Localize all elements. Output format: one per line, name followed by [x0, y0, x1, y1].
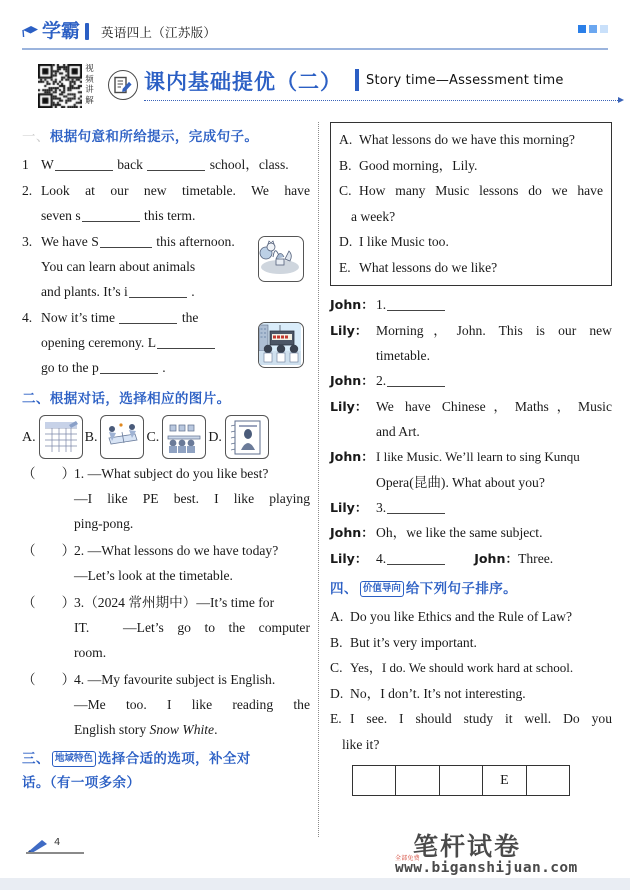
speaker-john-1: John：: [330, 297, 374, 312]
watermark: [395, 833, 630, 876]
picture-choices: [22, 415, 310, 459]
title-divider: [355, 69, 359, 91]
mc-item-2-body: [74, 538, 310, 588]
mc-item-3-answer-box[interactable]: （ ）: [22, 595, 76, 610]
mc-4-line-3: [74, 717, 310, 742]
option-b-text: Good morning，Lily.: [359, 157, 478, 173]
dialogue-line-2: [330, 318, 612, 344]
section3-option-b: [339, 153, 603, 179]
mc-item-4-answer-box[interactable]: （ ）: [22, 672, 76, 687]
section2-heading-text: 根据对话，选择相应的图片。: [49, 391, 231, 407]
q1-blank-1[interactable]: [55, 156, 113, 171]
choice-c[interactable]: [146, 415, 206, 459]
section3-options-box: [330, 122, 612, 286]
mc-item-2-answer-box[interactable]: （ ）: [22, 543, 76, 558]
q1-mid: back: [117, 157, 143, 172]
watermark-url: www.biganshijuan.com: [395, 860, 578, 876]
choice-a-letter: A.: [22, 429, 36, 445]
q2-post: this term.: [144, 208, 196, 223]
dialogue-8-tail-text: Three.: [518, 550, 554, 566]
section1-heading-text: 根据句意和所给提示，完成句子。: [49, 129, 259, 145]
answer-order-grid: [352, 765, 570, 796]
section3-option-e: [339, 255, 603, 281]
option-c-text-cont: a week?: [351, 208, 396, 224]
mc-2-text-1: —What lessons do we have today?: [87, 543, 279, 558]
speaker-lily-3: Lily：: [330, 499, 368, 515]
q3-post: this afternoon.: [156, 234, 235, 249]
section3-option-c-cont: [339, 204, 603, 230]
dialogue-6-blank[interactable]: [387, 499, 445, 514]
q3-blank-2[interactable]: [129, 283, 187, 298]
option-a-letter: A.: [339, 132, 353, 147]
speaker-name: John: [330, 373, 362, 388]
mc-4-line-1: [74, 667, 310, 692]
dialogue-line-8: [330, 546, 612, 572]
mc-item-3-body: [74, 590, 310, 665]
brand-logo: [22, 22, 216, 41]
mc-2-line-2: —Let’s look at the timetable.: [74, 568, 233, 583]
mc-3-text-1: —It’s time for: [196, 595, 275, 610]
exercise-title: [108, 66, 608, 108]
q3-blank-1[interactable]: [100, 233, 152, 248]
section3-tag: 地域特色: [52, 751, 96, 767]
dialogue-2-text: Morning，John. This is our new: [376, 322, 612, 338]
left-column: [22, 122, 310, 798]
q2-blank[interactable]: [82, 207, 140, 222]
q1-pre: W: [41, 157, 54, 172]
decoration-square-1: [578, 25, 586, 33]
s4-option-c-letter: C.: [330, 660, 343, 675]
q4-pre-2: opening ceremony. L: [41, 335, 157, 350]
speaker-lily-2: Lily：: [330, 398, 368, 414]
section3-option-c: [339, 178, 603, 204]
qr-label: 视频讲解: [85, 64, 94, 106]
speaker-name: Lily: [330, 398, 355, 414]
mc-item-1-body: [74, 461, 310, 536]
section2-marker: 二、: [22, 391, 50, 407]
mc-3-line-3: room.: [74, 645, 107, 660]
s4-option-b-letter: B.: [330, 634, 343, 650]
dialogue-line-7: [330, 520, 612, 546]
mc-1-line-3: ping-pong.: [74, 516, 134, 531]
speaker-john-4: John：: [330, 525, 374, 540]
masthead: [0, 22, 630, 56]
speaker-lily-1: Lily：: [330, 322, 368, 338]
section4-heading: [330, 576, 612, 602]
mc-2-number: 2.: [74, 543, 85, 558]
notebook-pencil-icon: [108, 70, 138, 100]
s4-option-a-text: Do you like Ethics and the Rule of Law?: [350, 609, 572, 624]
option-e-letter: E.: [339, 259, 351, 275]
option-e-text: What lessons do we like?: [359, 259, 498, 275]
answer-cell-3[interactable]: [440, 766, 483, 795]
section4-option-a: [330, 604, 612, 630]
section3-option-a: [339, 127, 603, 153]
s4-option-d-letter: D.: [330, 685, 344, 701]
mc-4-post: .: [214, 722, 218, 737]
dialogue-line-5: [330, 444, 612, 470]
dialogue-line-1: [330, 292, 612, 318]
q4-period: .: [162, 360, 166, 375]
section3-heading: [22, 746, 310, 772]
title-underline: [144, 100, 622, 101]
graduation-cap-icon: [22, 24, 39, 39]
speaker-name: Lily: [330, 322, 355, 338]
mc-4-book-title: Snow White: [149, 722, 215, 737]
dialogue-5-cont: Opera(昆曲). What about you?: [376, 474, 545, 490]
mc-4-line-2: —Me too. I like reading the: [74, 697, 310, 712]
speaker-john-5: John：: [474, 550, 519, 566]
pencil-icon: [26, 840, 48, 858]
mc-item-3: [22, 590, 310, 665]
column-divider: [318, 122, 319, 837]
mc-item-1-answer-box[interactable]: （ ）: [22, 466, 76, 481]
mc-3-number: 3.: [74, 595, 85, 610]
snow-white-book-thumbnail: [225, 415, 269, 459]
section4-option-e-cont: [330, 732, 612, 758]
speaker-name: Lily: [330, 550, 355, 566]
q4-blank-2[interactable]: [157, 334, 215, 349]
question-4-number: 4.: [22, 310, 33, 325]
mc-2-line-1: [74, 538, 310, 563]
opening-ceremony-picture: [258, 322, 304, 368]
dialogue-3-text: [376, 368, 612, 394]
q1-blank-2[interactable]: [147, 156, 205, 171]
option-c-text: How many Music lessons do we have: [359, 183, 603, 198]
timetable-thumbnail: [39, 415, 83, 459]
right-column: [330, 122, 612, 796]
speaker-name: John: [330, 525, 362, 540]
dialogue-4-text: We have Chinese，Maths，Music: [376, 398, 612, 414]
section2-heading: [22, 386, 310, 412]
subject-line: 英语四上（江苏版）: [101, 24, 217, 40]
q3-pre-2: and plants. It’s i: [41, 284, 128, 299]
question-2-number: 2.: [22, 183, 33, 198]
section4-option-b: [330, 630, 612, 656]
page-title: 课内基础提优（二）: [144, 70, 342, 94]
choice-a[interactable]: [22, 415, 83, 459]
s4-option-e-letter: E.: [330, 711, 342, 726]
mc-1-text-1: —What subject do you like best?: [87, 466, 269, 481]
dialogue-7-text: Oh，we like the same subject.: [376, 525, 543, 540]
page-number: 4: [54, 837, 61, 848]
q2-line-1: Look at our new timetable. We have: [41, 183, 310, 198]
mc-3-tag: （2024 常州期中）: [84, 595, 197, 610]
option-c-letter: C.: [339, 183, 352, 198]
section4-option-d: [330, 681, 612, 707]
section3-heading-line2: [22, 770, 310, 796]
section3-heading-text-2: 话。（有一项多余）: [22, 775, 141, 791]
section4-option-e: [330, 706, 612, 732]
choice-b-letter: B.: [84, 429, 98, 445]
mc-item-4: [22, 667, 310, 742]
option-a-text: What lessons do we have this morning?: [359, 132, 575, 147]
mc-4-text-1: —My favourite subject is English.: [87, 672, 276, 687]
answer-cell-2[interactable]: [396, 766, 439, 795]
s4-option-c-text: Yes，I do. We should work hard at school.: [350, 660, 574, 675]
dialogue-line-6: [330, 495, 612, 521]
mc-item-1: [22, 461, 310, 536]
section3-marker: 三、: [22, 751, 50, 767]
dialogue-3-blank[interactable]: [387, 372, 445, 387]
section3-option-d: [339, 229, 603, 255]
mc-1-number: 1.: [74, 466, 85, 481]
dialogue-8-number: 4.: [376, 550, 387, 566]
mc-1-line-2: —I like PE best. I like playing: [74, 491, 310, 506]
q4-blank-3[interactable]: [100, 359, 158, 374]
answer-cell-5[interactable]: [527, 766, 569, 795]
mc-3-line-2: IT. —Let’s go to the computer: [74, 620, 310, 635]
section4-marker: 四、: [330, 581, 358, 597]
brand-name: 学霸: [42, 20, 81, 42]
speaker-name: John: [330, 297, 362, 312]
answer-cell-4[interactable]: E: [483, 766, 526, 795]
q4-blank-1[interactable]: [119, 309, 177, 324]
speaker-name: John: [474, 550, 506, 566]
mc-4-number: 4.: [74, 672, 85, 687]
s4-option-e-text: I see. I should study it well. Do you: [350, 711, 612, 726]
question-3-number: 3.: [22, 234, 33, 249]
q3-pre: We have S: [41, 234, 99, 249]
q2-pre: seven s: [41, 208, 81, 223]
ping-pong-table-thumbnail: [100, 415, 144, 459]
option-d-letter: D.: [339, 234, 353, 249]
choice-d[interactable]: [208, 415, 269, 459]
q3-line-3: [41, 279, 310, 304]
q3-line-2: You can learn about animals: [41, 259, 196, 274]
speaker-name: Lily: [330, 499, 355, 515]
q4-pre: Now it’s time: [41, 310, 116, 325]
corner-decoration: [578, 25, 608, 33]
brand-divider: [85, 23, 89, 40]
section4-tag: 价值导向: [360, 581, 404, 597]
title-english: Story time—Assessment time: [366, 73, 564, 88]
q1-post: school，class.: [209, 157, 289, 172]
dialogue-4-cont: and Art.: [376, 424, 420, 439]
section4-heading-text: 给下列句子排序。: [405, 581, 518, 597]
s4-option-a-letter: A.: [330, 609, 344, 624]
choice-c-letter: C.: [146, 429, 160, 445]
bottom-bar: [0, 878, 630, 890]
dialogue-1-text: [376, 292, 612, 318]
decoration-square-2: [589, 25, 597, 33]
watermark-title: 笔杆试卷: [413, 832, 522, 861]
computer-room-thumbnail: [162, 415, 206, 459]
speaker-name: John: [330, 449, 362, 464]
section3-heading-text-1: 选择合适的选项，补全对: [97, 751, 251, 767]
s4-option-e-text-cont: like it?: [342, 736, 380, 752]
section1-heading: [22, 124, 310, 150]
section1-marker: 一、: [22, 129, 50, 145]
page-number-underline: [26, 852, 84, 854]
dialogue-6-text: [376, 495, 612, 521]
mc-item-2: [22, 538, 310, 588]
science-animals-plants-picture: [258, 236, 304, 282]
mc-item-4-body: [74, 667, 310, 742]
choice-d-letter: D.: [208, 429, 222, 445]
masthead-rule: [22, 48, 608, 50]
dialogue-1-number: 1.: [376, 297, 387, 312]
speaker-lily-4: Lily：: [330, 550, 368, 566]
s4-option-b-text: But it’s very important.: [350, 634, 477, 650]
mc-1-line-1: [74, 461, 310, 486]
dialogue-line-4: [330, 394, 612, 420]
watermark-free-label: 全部免费: [395, 855, 420, 862]
s4-option-d-text: No，I don’t. It’s not interesting.: [350, 685, 526, 701]
dialogue-8-blank[interactable]: [387, 550, 445, 565]
dialogue-2-cont: timetable.: [376, 348, 430, 363]
dialogue-5-text: I like Music. We’ll learn to sing Kunqu: [376, 449, 580, 464]
mc-4-pre: English story: [74, 722, 150, 737]
qr-code: [38, 64, 82, 108]
q4-post: the: [181, 310, 199, 325]
q3-period: .: [191, 284, 195, 299]
q2-line-2: [41, 203, 310, 228]
dialogue-6-number: 3.: [376, 499, 387, 515]
speaker-john-3: John：: [330, 449, 374, 464]
dialogue-line-3: [330, 368, 612, 394]
decoration-square-3: [600, 25, 608, 33]
question-1-body: [41, 152, 310, 177]
section4-option-c: [330, 655, 612, 681]
option-b-letter: B.: [339, 157, 352, 173]
question-2: [22, 178, 310, 228]
option-d-text: I like Music too.: [359, 234, 449, 249]
question-1: [22, 152, 310, 177]
answer-cell-1[interactable]: [353, 766, 396, 795]
question-1-number: 1: [22, 157, 29, 172]
question-2-body: [41, 178, 310, 228]
choice-b[interactable]: [85, 415, 145, 459]
q4-pre-3: go to the p: [41, 360, 99, 375]
dialogue-1-blank[interactable]: [387, 296, 445, 311]
speaker-john-2: John：: [330, 373, 374, 388]
mc-3-line-1: [74, 590, 310, 615]
dialogue-8-text: [376, 546, 612, 572]
dialogue-3-number: 2.: [376, 373, 387, 388]
